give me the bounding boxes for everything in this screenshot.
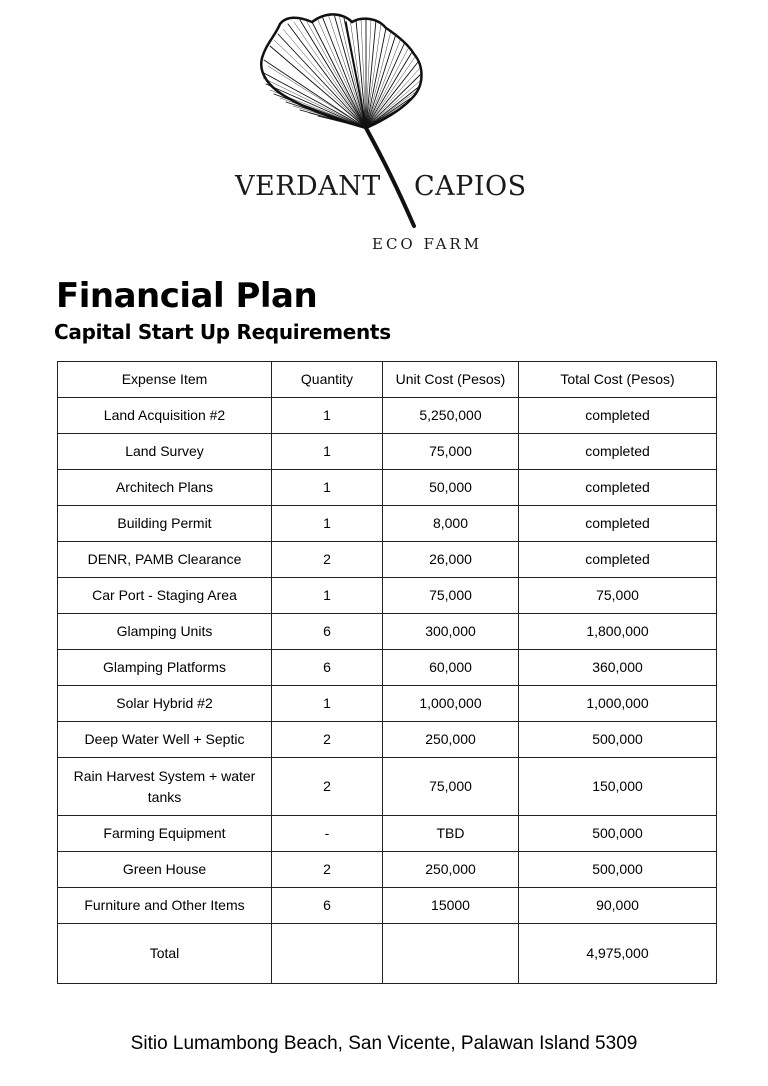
table-cell: 15000 bbox=[383, 888, 519, 924]
table-cell: 1,800,000 bbox=[519, 614, 717, 650]
table-cell bbox=[272, 924, 383, 984]
column-header: Unit Cost (Pesos) bbox=[383, 362, 519, 398]
table-row bbox=[58, 434, 717, 470]
brand-subtitle: ECO FARM bbox=[372, 235, 483, 253]
total-label: Total bbox=[58, 924, 272, 984]
page-title: Financial Plan bbox=[56, 276, 318, 316]
brand-name-right: CAPIOS bbox=[414, 171, 527, 202]
table-cell: 1,000,000 bbox=[519, 686, 717, 722]
table-cell: 75,000 bbox=[383, 434, 519, 470]
ginkgo-leaf-icon bbox=[0, 0, 768, 262]
table-row bbox=[58, 758, 717, 816]
table-cell: 1 bbox=[272, 686, 383, 722]
table-cell: 5,250,000 bbox=[383, 398, 519, 434]
table-cell: 1 bbox=[272, 506, 383, 542]
table-cell: 1,000,000 bbox=[383, 686, 519, 722]
table-row bbox=[58, 398, 717, 434]
table-cell: 2 bbox=[272, 542, 383, 578]
table-cell: completed bbox=[519, 434, 717, 470]
table-cell: Architech Plans bbox=[58, 470, 272, 506]
table-cell: Glamping Units bbox=[58, 614, 272, 650]
footer-address: Sitio Lumambong Beach, San Vicente, Palawan Island 5309 bbox=[130, 1033, 638, 1054]
table-header-row bbox=[58, 362, 717, 398]
table-cell: 500,000 bbox=[519, 816, 717, 852]
page-subtitle: Capital Start Up Requirements bbox=[54, 320, 391, 344]
table-cell: 2 bbox=[272, 758, 383, 816]
table-cell bbox=[383, 924, 519, 984]
table-row bbox=[58, 888, 717, 924]
table-cell: Land Survey bbox=[58, 434, 272, 470]
table-cell: Building Permit bbox=[58, 506, 272, 542]
table-cell: 6 bbox=[272, 650, 383, 686]
financial-table bbox=[57, 361, 717, 984]
table-row bbox=[58, 852, 717, 888]
total-value: 4,975,000 bbox=[519, 924, 717, 984]
table-cell: 60,000 bbox=[383, 650, 519, 686]
table-cell: 26,000 bbox=[383, 542, 519, 578]
table-cell: Solar Hybrid #2 bbox=[58, 686, 272, 722]
table-row bbox=[58, 650, 717, 686]
table-total-row bbox=[58, 924, 717, 984]
table-row bbox=[58, 614, 717, 650]
table-row bbox=[58, 506, 717, 542]
table-cell: TBD bbox=[383, 816, 519, 852]
table-cell: 8,000 bbox=[383, 506, 519, 542]
table-row bbox=[58, 816, 717, 852]
table-cell: 2 bbox=[272, 722, 383, 758]
table-cell: 1 bbox=[272, 398, 383, 434]
table-cell: completed bbox=[519, 398, 717, 434]
table-cell: Deep Water Well + Septic bbox=[58, 722, 272, 758]
column-header: Total Cost (Pesos) bbox=[519, 362, 717, 398]
table-cell: completed bbox=[519, 542, 717, 578]
table-cell: 250,000 bbox=[383, 852, 519, 888]
table-cell: 250,000 bbox=[383, 722, 519, 758]
table-cell: 500,000 bbox=[519, 852, 717, 888]
table-cell: 1 bbox=[272, 434, 383, 470]
table-cell: 75,000 bbox=[519, 578, 717, 614]
table-cell: Rain Harvest System + water tanks bbox=[58, 758, 272, 816]
table-cell: completed bbox=[519, 470, 717, 506]
table-cell: 1 bbox=[272, 470, 383, 506]
table-row bbox=[58, 686, 717, 722]
table-row bbox=[58, 578, 717, 614]
table-cell: 1 bbox=[272, 578, 383, 614]
table-cell: 50,000 bbox=[383, 470, 519, 506]
brand-name-left: VERDANT bbox=[235, 171, 381, 202]
table-cell: 6 bbox=[272, 614, 383, 650]
table-cell: 90,000 bbox=[519, 888, 717, 924]
table-cell: Furniture and Other Items bbox=[58, 888, 272, 924]
table-cell: 75,000 bbox=[383, 578, 519, 614]
table-cell: 360,000 bbox=[519, 650, 717, 686]
table-row bbox=[58, 722, 717, 758]
table-cell: - bbox=[272, 816, 383, 852]
table-cell: completed bbox=[519, 506, 717, 542]
column-header: Expense Item bbox=[58, 362, 272, 398]
table-cell: 500,000 bbox=[519, 722, 717, 758]
table-cell: 300,000 bbox=[383, 614, 519, 650]
table-cell: Farming Equipment bbox=[58, 816, 272, 852]
logo bbox=[0, 0, 768, 262]
table-cell: Land Acquisition #2 bbox=[58, 398, 272, 434]
table-row bbox=[58, 470, 717, 506]
table-cell: 75,000 bbox=[383, 758, 519, 816]
table-cell: 2 bbox=[272, 852, 383, 888]
table-cell: DENR, PAMB Clearance bbox=[58, 542, 272, 578]
table-row bbox=[58, 542, 717, 578]
table-cell: Glamping Platforms bbox=[58, 650, 272, 686]
column-header: Quantity bbox=[272, 362, 383, 398]
table-cell: Car Port - Staging Area bbox=[58, 578, 272, 614]
table-cell: 150,000 bbox=[519, 758, 717, 816]
table-cell: Green House bbox=[58, 852, 272, 888]
table-cell: 6 bbox=[272, 888, 383, 924]
